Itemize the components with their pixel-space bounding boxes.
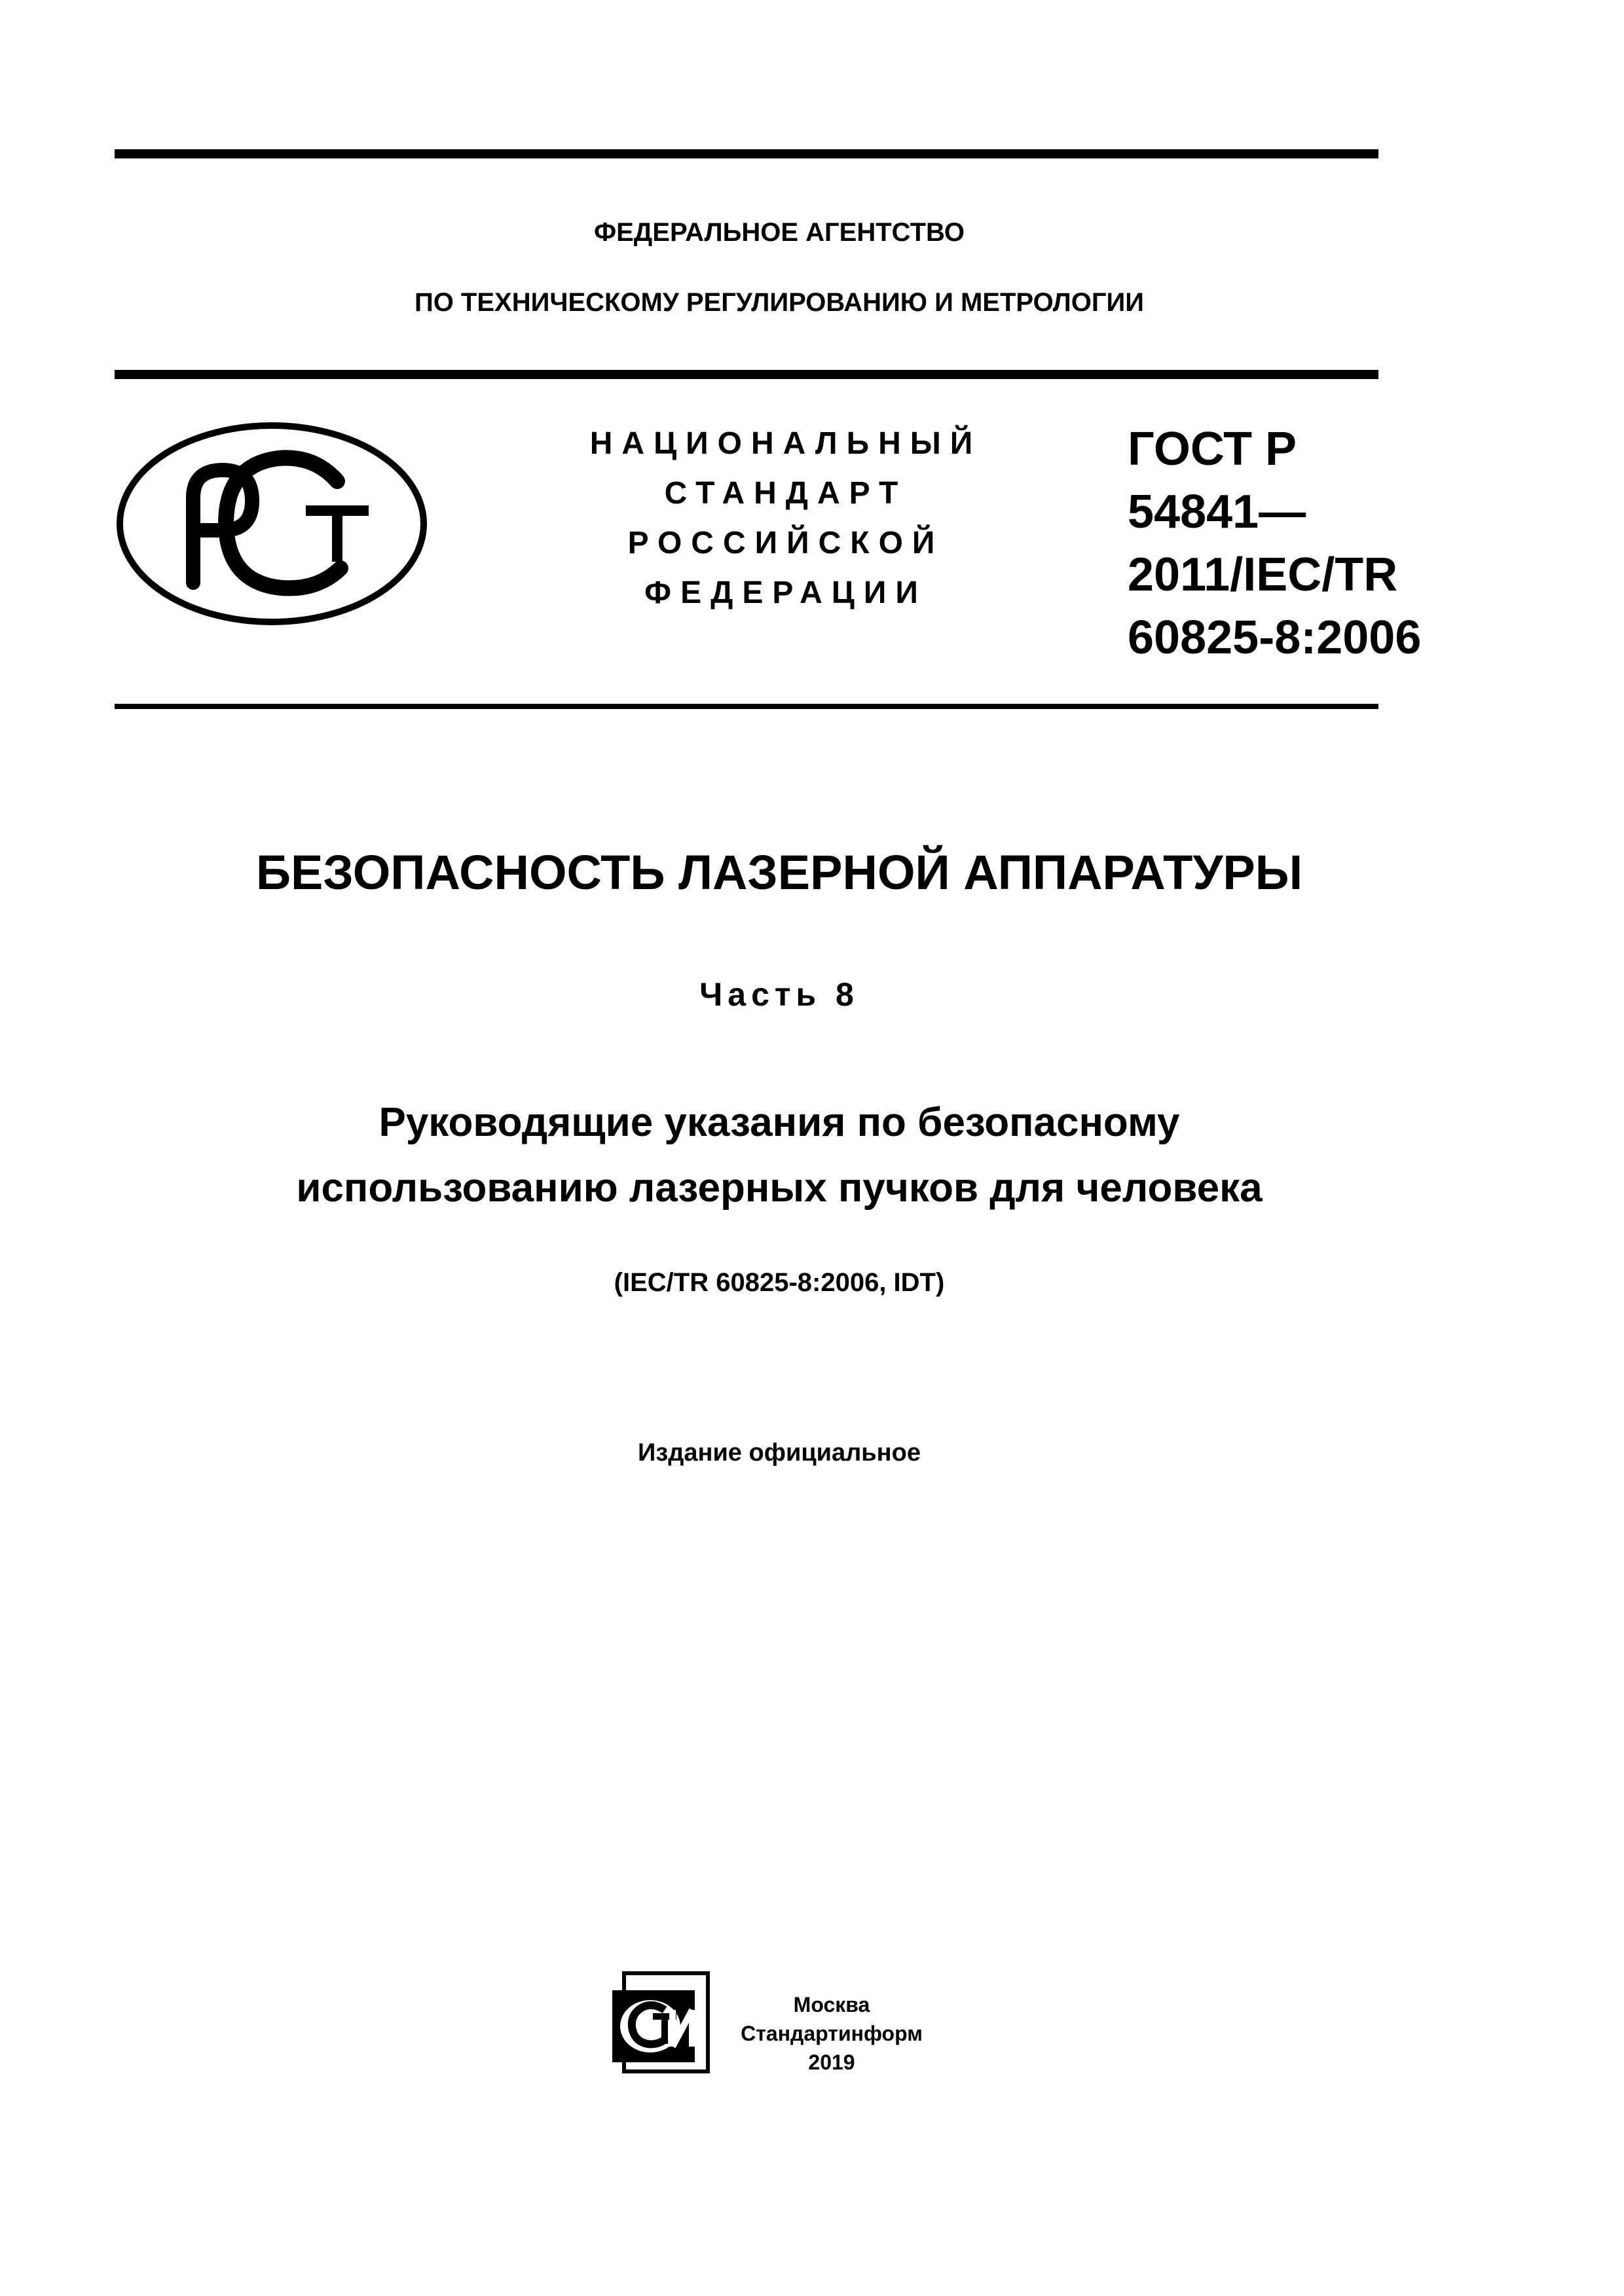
standard-designation bbox=[1128, 418, 1421, 669]
agency-line-1: ФЕДЕРАЛЬНОЕ АГЕНТСТВО bbox=[593, 218, 965, 247]
block-divider bbox=[115, 704, 1378, 709]
subtitle-line-1: Руководящие указания по безопасному bbox=[378, 1100, 1180, 1145]
designation-line-1: ГОСТ Р bbox=[1128, 423, 1297, 475]
publisher-year: 2019 bbox=[808, 2050, 855, 2074]
publisher-info bbox=[727, 1990, 936, 2077]
natstd-line-3: РОССИЙСКОЙ bbox=[627, 526, 944, 560]
part-label: Часть 8 bbox=[699, 976, 859, 1013]
natstd-line-1: НАЦИОНАЛЬНЫЙ bbox=[589, 426, 982, 461]
natstd-line-4: ФЕДЕРАЦИИ bbox=[644, 575, 927, 610]
designation-line-3: 2011/IEC/TR bbox=[1128, 549, 1398, 601]
header-divider bbox=[115, 370, 1378, 379]
natstd-line-2: СТАНДАРТ bbox=[664, 476, 908, 511]
top-divider bbox=[115, 149, 1378, 158]
document-subtitle bbox=[0, 1090, 1559, 1221]
publisher-name: Стандартинформ bbox=[741, 2022, 923, 2045]
standartinform-logo-icon bbox=[612, 1971, 710, 2075]
edition-label: Издание официальное bbox=[638, 1439, 921, 1467]
subtitle-line-2: использованию лазерных пучков для человека bbox=[296, 1165, 1263, 1211]
agency-line-2: ПО ТЕХНИЧЕСКОМУ РЕГУЛИРОВАНИЮ И МЕТРОЛОГИИ bbox=[414, 288, 1145, 317]
national-standard-label bbox=[524, 419, 1048, 618]
publisher-city: Москва bbox=[793, 1993, 870, 2016]
rst-certification-logo-icon bbox=[115, 419, 429, 629]
identity-note: (IEC/TR 60825-8:2006, IDT) bbox=[614, 1268, 945, 1297]
document-title: БЕЗОПАСНОСТЬ ЛАЗЕРНОЙ АППАРАТУРЫ bbox=[255, 845, 1303, 900]
designation-line-2: 54841— bbox=[1128, 486, 1306, 538]
designation-line-4: 60825-8:2006 bbox=[1128, 611, 1422, 664]
